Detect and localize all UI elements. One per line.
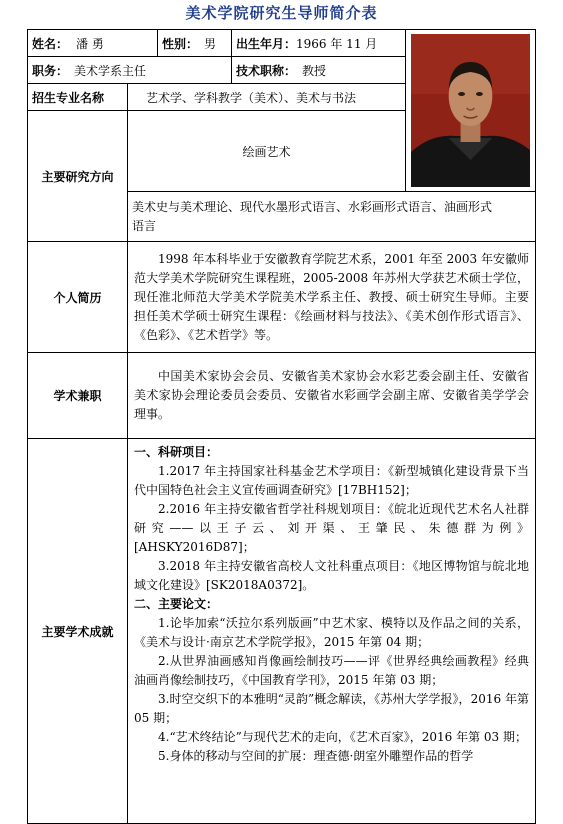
name-label: 姓名： [32,36,69,51]
section-projects-heading: 一、科研项目： [134,445,219,459]
bio-label: 个人简历 [28,242,128,353]
row-bio [28,242,536,353]
row-basic-info [28,30,536,57]
profile-table [27,29,536,824]
paper-item: 4.“艺术终结论”与现代艺术的走向，《艺术百家》，2016 年第 03 期； [158,730,527,744]
research-bottom: 美术史与美术理论、现代水墨形式语言、水彩画形式语言、油画形式语言 [128,192,536,242]
bio-text: 1998 年本科毕业于安徽教育学院艺术系，2001 年至 2003 年安徽师范大学美术学院研究生课程班，2005-2008 年苏州大学获艺术硕士学位，现任淮北师范大学美术学院美术学系主任、教授、硕士研究生导师。主要担任美术学硕士研究生课程：《绘画材料与技法》、《美术创作形式语言》、《色彩》、《艺术哲学》等。 [134,251,529,342]
row-achievements [28,439,536,824]
posts-text: 中国美术家协会会员、安徽省美术家协会水彩艺委会副主任、安徽省美术家协会理论委员会委员、安徽省水彩画学会副主席、安徽省美学学会理事。 [134,369,529,421]
position-value: 美术学系主任 [74,63,147,78]
research-label: 主要研究方向 [28,111,128,242]
portrait-photo [411,34,530,187]
gender-value: 男 [204,36,217,51]
position-cell [28,57,232,84]
project-item: 2.2016 年主持安徽省哲学社科规划项目：《皖北近现代艺术名人社群研究——以王子云、刘开渠、王肇民、朱德群为例》[AHSKY2016D87]； [134,502,529,554]
title-cell [232,57,406,84]
paper-item: 2.从世界油画感知肖像画绘制技巧——评《世界经典绘画教程》经典油画肖像绘制技巧，《中国教育学刊》，2015 年第 03 期； [134,654,529,687]
birth-label: 出生年月： [236,36,297,51]
title-label: 技术职称： [236,63,297,78]
research-top: 绘画艺术 [128,111,406,192]
section-papers-heading: 二、主要论文： [134,597,219,611]
project-item: 3.2018 年主持安徽省高校人文社科重点项目：《地区博物馆与皖北地域文化建设》[SK2018A0372]。 [134,559,529,592]
photo-cell [406,30,536,192]
bio-cell [128,242,536,353]
project-item: 1.2017 年主持国家社科基金艺术学项目：《新型城镇化建设背景下当代中国特色社会主义宣传画调查研究》[17BH152]； [134,464,529,497]
gender-cell [158,30,232,57]
paper-item: 3.时空交织下的本雅明“灵韵”概念解读，《苏州大学学报》，2016 年第 05 期； [134,692,529,725]
row-posts [28,353,536,439]
position-label: 职务： [32,63,69,78]
achievements-body [132,439,531,770]
achievements-cell [128,439,536,824]
paper-item: 5.身体的移动与空间的扩展：理查德·朗室外雕塑作品的哲学 [158,749,474,763]
gender-label: 性别： [162,36,199,51]
name-value: 潘 勇 [76,36,104,51]
posts-label: 学术兼职 [28,353,128,439]
birth-cell [232,30,406,57]
achievements-label: 主要学术成就 [28,439,128,824]
page-title: 美术学院研究生导师简介表 [185,4,378,22]
major-value: 艺术学、学科教学（美术）、美术与书法 [128,84,406,111]
paper-item: 1.论毕加索“沃拉尔系列版画”中艺术家、模特以及作品之间的关系，《美术与设计·南京艺术学院学报》，2015 年第 04 期； [134,616,529,649]
title-value: 教授 [302,63,327,78]
name-cell [28,30,158,57]
birth-value: 1966 年 11 月 [296,36,378,51]
posts-cell [128,353,536,439]
major-label: 招生专业名称 [28,84,128,111]
